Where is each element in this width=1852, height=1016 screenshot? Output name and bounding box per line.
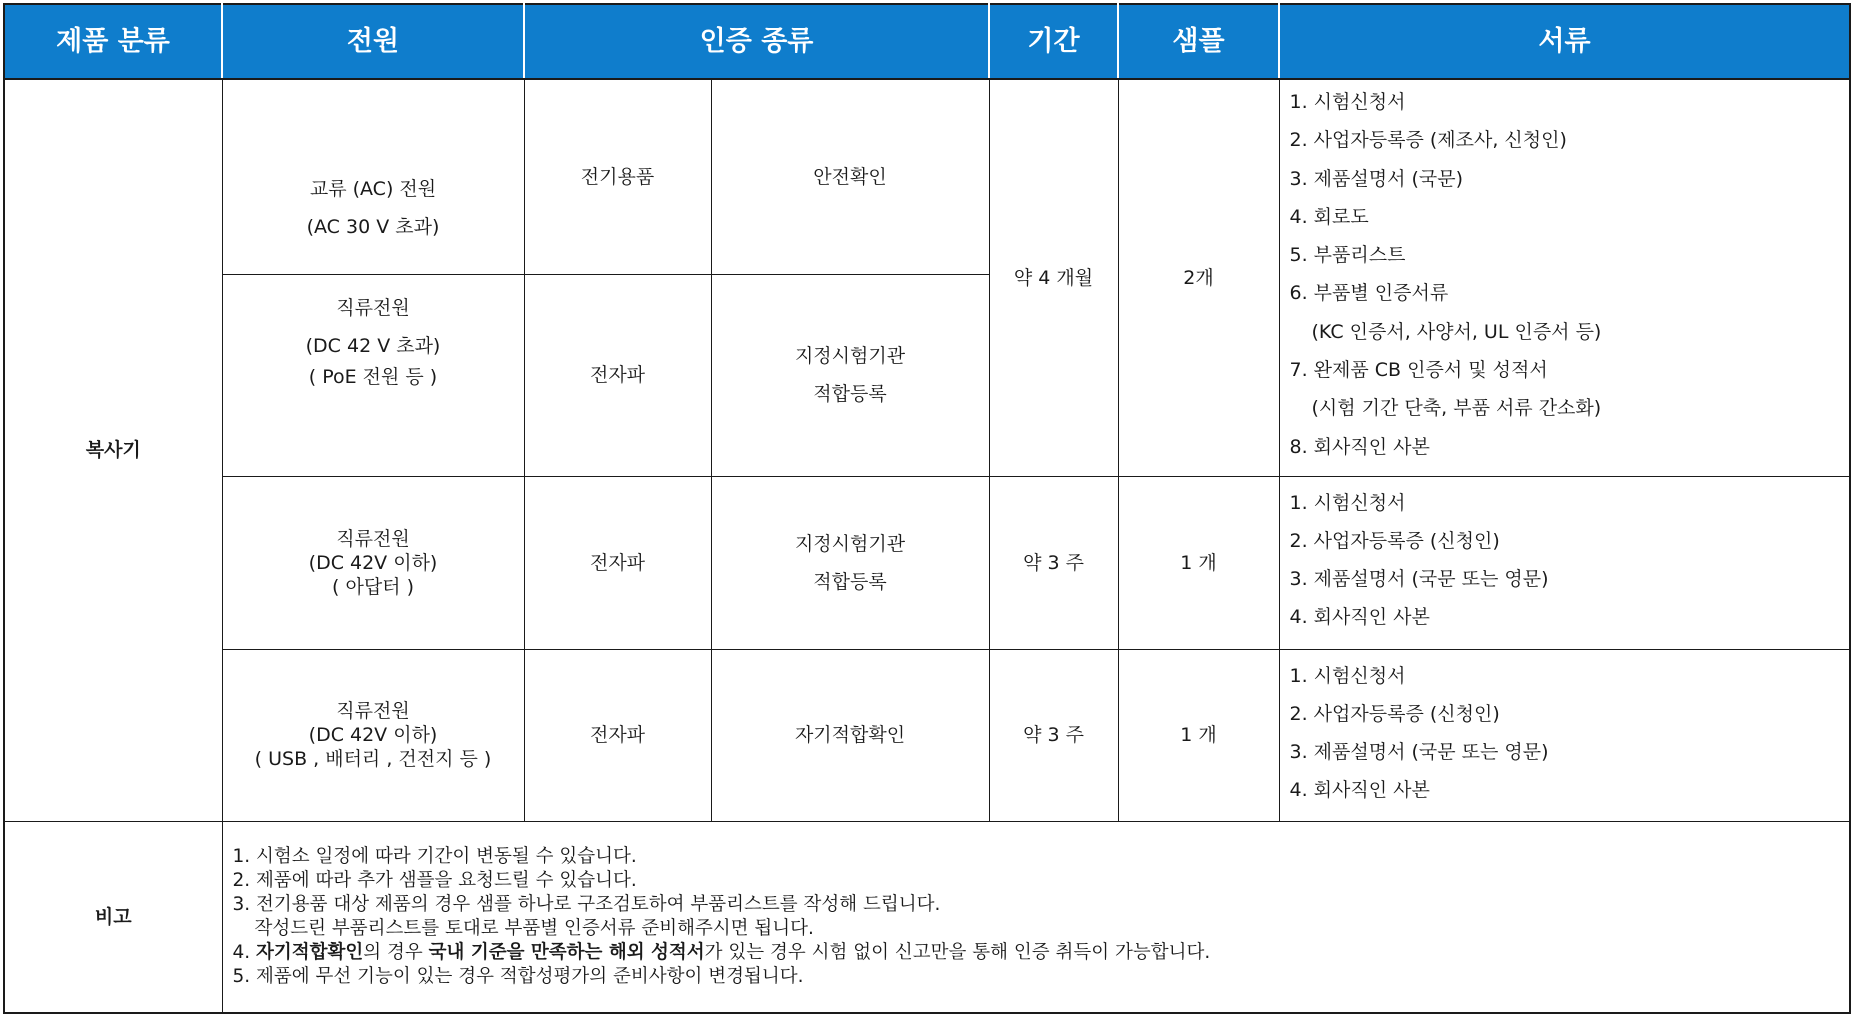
document-item: 1. 시험신청서 bbox=[1289, 664, 1406, 687]
documents-cell bbox=[1279, 649, 1850, 821]
power-line: (DC 42V 이하) bbox=[308, 724, 438, 746]
power-line: (AC 30 V 초과) bbox=[306, 215, 440, 238]
document-item: (시험 기간 단축, 부품 서류 간소화) bbox=[1311, 397, 1602, 420]
cert-line: 지정시험기관 bbox=[794, 345, 906, 367]
document-item: (KC 인증서, 사양서, UL 인증서 등) bbox=[1311, 320, 1602, 343]
documents-cell bbox=[1279, 79, 1850, 476]
power-line: ( USB , 배터리 , 건전지 등 ) bbox=[254, 748, 492, 770]
cert-name-cell bbox=[711, 274, 989, 476]
remark-bold-term: 자기적합확인 bbox=[256, 941, 364, 963]
header-row bbox=[4, 4, 1850, 79]
certification-table bbox=[3, 3, 1851, 1014]
cert-line: 안전확인 bbox=[813, 165, 887, 188]
remark-item: 2. 제품에 따라 추가 샘플을 요청드릴 수 있습니다. bbox=[232, 869, 637, 891]
cert-line: 지정시험기관 bbox=[794, 532, 906, 555]
period-cell: 약 3 주 bbox=[989, 649, 1118, 821]
sample-cell: 2개 bbox=[1118, 79, 1279, 476]
document-item: 1. 시험신청서 bbox=[1289, 491, 1406, 514]
documents-cell bbox=[1279, 476, 1850, 649]
document-item: 2. 사업자등록증 (신청인) bbox=[1289, 702, 1500, 725]
power-line: ( PoE 전원 등 ) bbox=[308, 365, 438, 388]
table-row bbox=[4, 649, 1850, 821]
document-item: 2. 사업자등록증 (제조사, 신청인) bbox=[1289, 129, 1567, 152]
remarks-label: 비고 bbox=[4, 821, 222, 1013]
header-period: 기간 bbox=[989, 4, 1118, 79]
remarks-cell bbox=[222, 821, 1850, 1013]
remark-item: 5. 제품에 무선 기능이 있는 경우 적합성평가의 준비사항이 변경됩니다. bbox=[232, 965, 804, 987]
header-documents: 서류 bbox=[1279, 4, 1850, 79]
cert-line: 자기적합확인 bbox=[794, 724, 906, 746]
document-item: 4. 회로도 bbox=[1289, 205, 1369, 228]
header-sample: 샘플 bbox=[1118, 4, 1279, 79]
remark-prefix: 4. bbox=[232, 941, 257, 963]
header-power: 전원 bbox=[222, 4, 524, 79]
cert-name-cell bbox=[711, 476, 989, 649]
sample-cell: 1 개 bbox=[1118, 649, 1279, 821]
remark-bold-term: 국내 기준을 만족하는 해외 성적서 bbox=[428, 941, 705, 963]
cert-type-cell: 전자파 bbox=[524, 649, 711, 821]
power-line: 교류 (AC) 전원 bbox=[309, 177, 437, 200]
table-row bbox=[4, 79, 1850, 274]
cert-type-cell: 전자파 bbox=[524, 274, 711, 476]
cert-line: 적합등록 bbox=[813, 570, 887, 593]
remark-text: 가 있는 경우 시험 없이 신고만을 통해 인증 취득이 가능합니다. bbox=[704, 941, 1211, 963]
power-line: 직류전원 bbox=[336, 700, 410, 722]
remark-text: 의 경우 bbox=[363, 941, 429, 963]
period-cell: 약 3 주 bbox=[989, 476, 1118, 649]
cert-name-cell bbox=[711, 649, 989, 821]
remark-item bbox=[233, 941, 1850, 965]
document-item: 5. 부품리스트 bbox=[1289, 244, 1406, 267]
document-item: 7. 완제품 CB 인증서 및 성적서 bbox=[1289, 359, 1548, 382]
document-item: 3. 제품설명서 (국문 또는 영문) bbox=[1289, 741, 1549, 764]
cert-line: 적합등록 bbox=[813, 383, 887, 405]
power-line: (DC 42V 이하) bbox=[308, 551, 438, 574]
cert-type-cell: 전기용품 bbox=[524, 79, 711, 274]
header-category: 제품 분류 bbox=[4, 4, 222, 79]
document-item: 1. 시험신청서 bbox=[1289, 91, 1406, 113]
header-cert-type: 인증 종류 bbox=[524, 4, 989, 79]
power-line: 직류전원 bbox=[336, 527, 410, 550]
remarks-row bbox=[4, 821, 1850, 1013]
document-item: 3. 제품설명서 (국문) bbox=[1289, 167, 1464, 190]
power-cell bbox=[222, 649, 524, 821]
document-item: 3. 제품설명서 (국문 또는 영문) bbox=[1289, 568, 1549, 591]
table-row bbox=[4, 476, 1850, 649]
power-line: ( 아답터 ) bbox=[332, 575, 414, 598]
cert-name-cell bbox=[711, 79, 989, 274]
remark-item: 3. 전기용품 대상 제품의 경우 샘플 하나로 구조검토하여 부품리스트를 작성해 드립니다. bbox=[232, 893, 941, 915]
document-item: 6. 부품별 인증서류 bbox=[1289, 282, 1449, 305]
product-category: 복사기 bbox=[4, 79, 222, 821]
remark-item: 작성드린 부품리스트를 토대로 부품별 인증서류 준비해주시면 됩니다. bbox=[254, 917, 814, 939]
cert-type-cell: 전자파 bbox=[524, 476, 711, 649]
document-item: 2. 사업자등록증 (신청인) bbox=[1289, 529, 1500, 552]
document-item: 8. 회사직인 사본 bbox=[1289, 435, 1430, 458]
power-line: 직류전원 bbox=[336, 296, 410, 319]
sample-cell: 1 개 bbox=[1118, 476, 1279, 649]
power-cell bbox=[222, 274, 524, 476]
document-item: 4. 회사직인 사본 bbox=[1289, 779, 1430, 802]
power-line: (DC 42 V 초과) bbox=[305, 334, 441, 357]
period-cell: 약 4 개월 bbox=[989, 79, 1118, 476]
power-cell bbox=[222, 79, 524, 274]
document-item: 4. 회사직인 사본 bbox=[1289, 606, 1430, 629]
power-cell bbox=[222, 476, 524, 649]
remark-item: 1. 시험소 일정에 따라 기간이 변동될 수 있습니다. bbox=[232, 845, 637, 867]
